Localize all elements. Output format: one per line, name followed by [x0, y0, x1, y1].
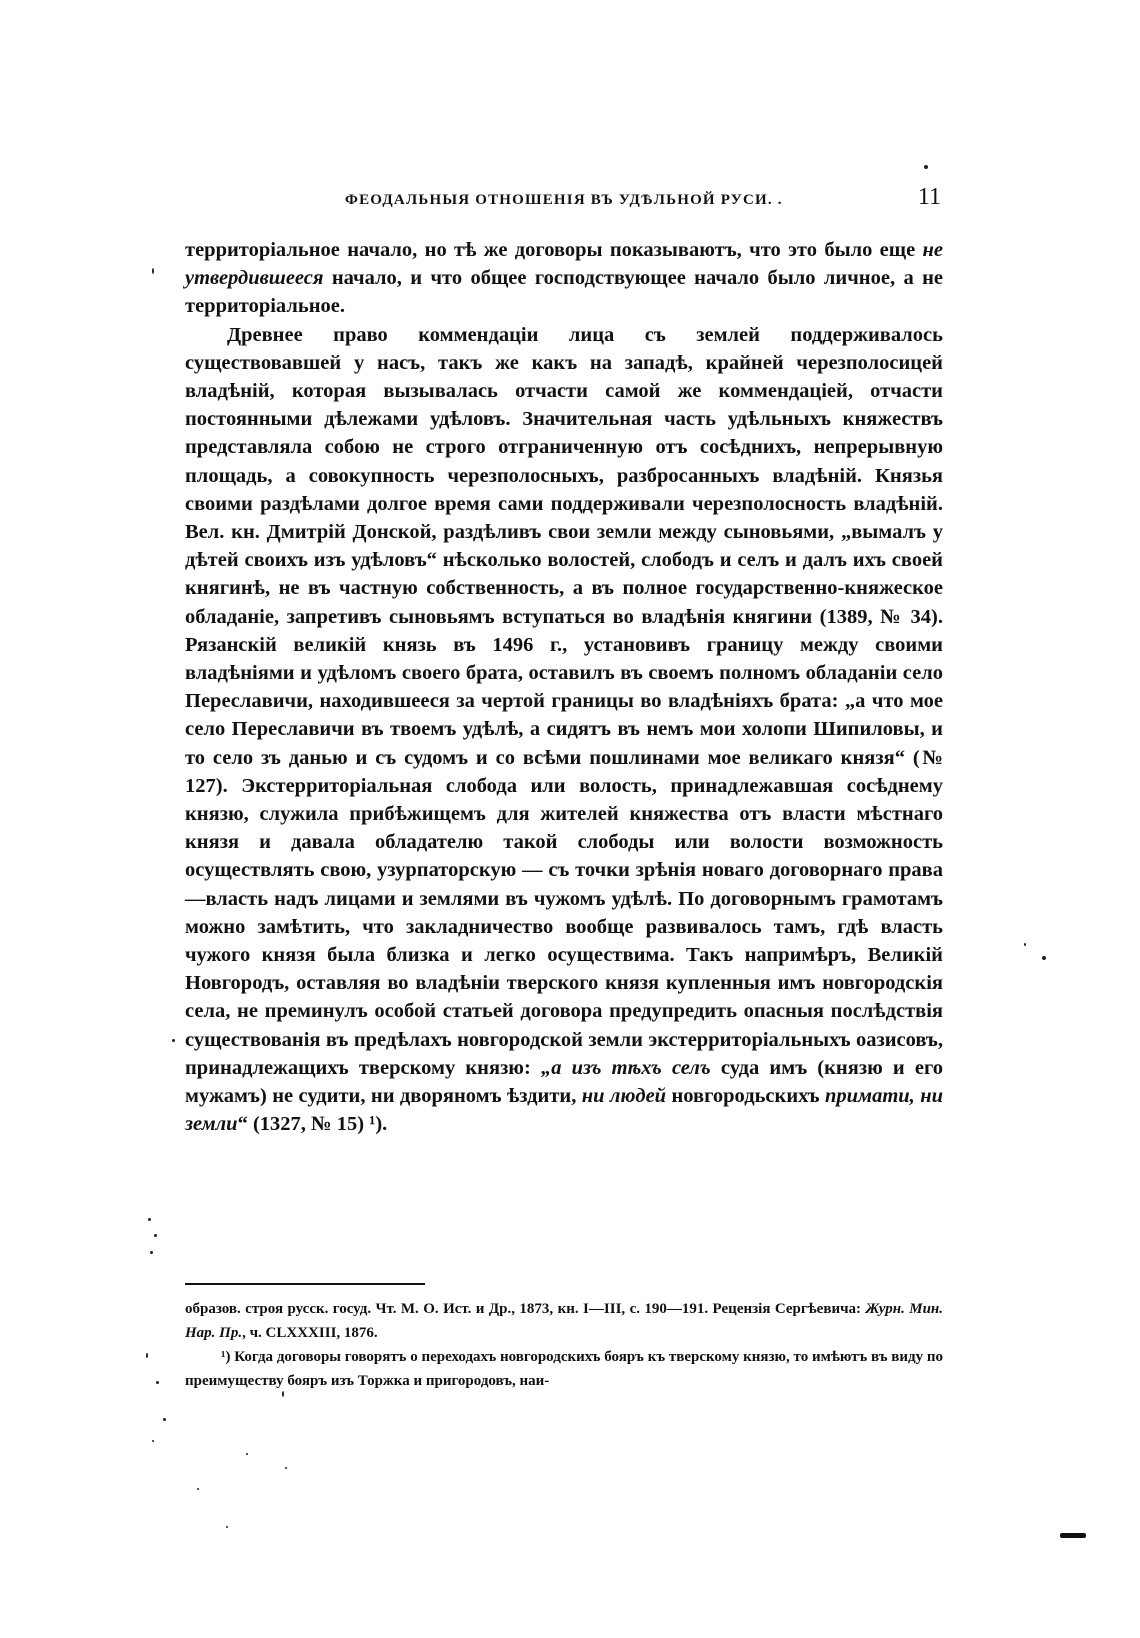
running-title: ФЕОДАЛЬНЫЯ ОТНОШЕНІЯ ВЪ УДѢЛЬНОЙ РУСИ. .	[345, 192, 783, 208]
text-segment: ¹) Когда договоры говорятъ о переходахъ новгородскихъ бояръ къ тверскому князю, то имѣютъ въ виду по преимуществу бояръ изъ Торжка и пригородовъ, наи-	[185, 1349, 943, 1389]
scan-speck	[148, 1218, 151, 1221]
text-segment: , ч. CLXXXIII, 1876.	[242, 1325, 378, 1341]
footnote-1	[185, 1345, 943, 1393]
scan-speck	[146, 1353, 148, 1358]
scan-speck	[1024, 943, 1026, 946]
scan-speck	[152, 1440, 154, 1442]
italic-segment: „а изъ тѣхъ селъ	[540, 1056, 711, 1079]
footnote-rule	[185, 1283, 425, 1285]
scan-speck	[152, 268, 154, 274]
italic-segment: не утвердившееся	[185, 239, 943, 290]
text-segment: “ (1327, № 15) ¹).	[237, 1113, 388, 1136]
text-segment: территоріальное начало, но тѣ же договоры показываютъ, что это было еще	[185, 239, 923, 261]
italic-segment: примати, ни земли	[185, 1085, 943, 1136]
italic-segment: Журн. Мин. Нар. Пр.	[185, 1301, 943, 1341]
scan-edge-mark	[1060, 1533, 1086, 1538]
text-segment: начало, и что общее господствующее начало было личное, а не территоріальное.	[185, 267, 943, 318]
scan-speck	[246, 1453, 248, 1455]
scan-speck	[150, 1251, 153, 1254]
scan-speck	[156, 1381, 159, 1384]
text-segment: новгородьскихъ	[666, 1085, 825, 1108]
scan-speck	[285, 1467, 287, 1469]
scan-speck	[154, 1234, 157, 1237]
scan-speck	[226, 1526, 228, 1528]
italic-segment: ни людей	[581, 1085, 667, 1108]
scan-speck	[282, 1391, 284, 1397]
body-text	[185, 236, 943, 1139]
text-segment: Древнее право коммендаціи лица съ землей поддерживалось существовавшей у насъ, такъ же какъ на западѣ, крайней черезполосицей владѣній, которая вызывалась отчасти самой же коммендаціей, отчасти постоянными дѣлежами удѣловъ. Значительная часть удѣльныхъ княжествъ представляла собою не строго отграниченную отъ сосѣднихъ, непрерывную площадь, а совокупность черезполосныхъ, разбросанныхъ владѣній. Князья своими раздѣлами долгое время сами поддерживали черезполосность владѣній. Вел. кн. Дмитрій Донской, раздѣливъ свои земли между сыновьями, „вымалъ у дѣтей своихъ изъ удѣловъ“ нѣсколько волостей, слободъ и селъ и далъ ихъ своей княгинѣ, не въ частную собственность, а въ полное государственно-княжеское обладаніе, запретивъ сыновьямъ вступаться во владѣнія княгини (1389, № 34). Рязанскій великій князь въ 1496 г., установивъ границу между своими владѣніями и удѣломъ своего брата, оставилъ въ своемъ полномъ обладаніи село Переславичи, находившееся за чертой границы во владѣніяхъ брата: „а что мое село Переславичи въ твоемъ удѣлѣ, а сидятъ въ немъ мои холопи Шипиловы, и то село зъ данью и съ судомъ и со всѣми пошлинами мое великаго князя“ (№ 127). Экстерриторіальная слобода или волость, принадлежавшая сосѣднему князю, служила прибѣжищемъ для жителей княжества отъ власти мѣстнаго князя и давала обладателю такой слободы или волости возможность осуществлять свою, узурпаторскую — съ точки зрѣнія новаго договорнаго права—власть надъ лицами и землями въ чужомъ удѣлѣ. По договорнымъ грамотамъ можно замѣтить, что закладничество вообще развивалось тамъ, гдѣ власть чужого князя была близка и легко осуществима. Такъ напримѣръ, Великій Новгородъ, оставляя во владѣніи тверского князя купленныя имъ новгородскія села, не преминулъ особой статьей договора предупредить опасныя послѣдствія существованія въ предѣлахъ новгородской земли экстерриторіальныхъ оазисовъ, принадлежащихъ тверскому князю:	[185, 323, 943, 1079]
scan-speck	[1042, 956, 1046, 960]
scan-speck	[924, 165, 928, 169]
paragraph	[185, 321, 943, 1139]
text-segment: образов. строя русск. госуд. Чт. М. О. Ист. и Др., 1873, кн. I—III, с. 190—191. Рецензія Сергѣевича:	[185, 1301, 866, 1317]
scan-speck	[163, 1418, 166, 1421]
paragraph-continuation	[185, 236, 943, 321]
footnote-continuation	[185, 1297, 943, 1345]
text-segment: суда имъ (князю и его мужамъ) не судити, ни дворяномъ ѣздити,	[185, 1056, 943, 1108]
footnotes	[185, 1297, 943, 1393]
running-head	[185, 184, 945, 218]
scan-speck	[197, 1488, 199, 1490]
scan-speck	[172, 1039, 175, 1042]
page-number: 11	[917, 184, 941, 210]
